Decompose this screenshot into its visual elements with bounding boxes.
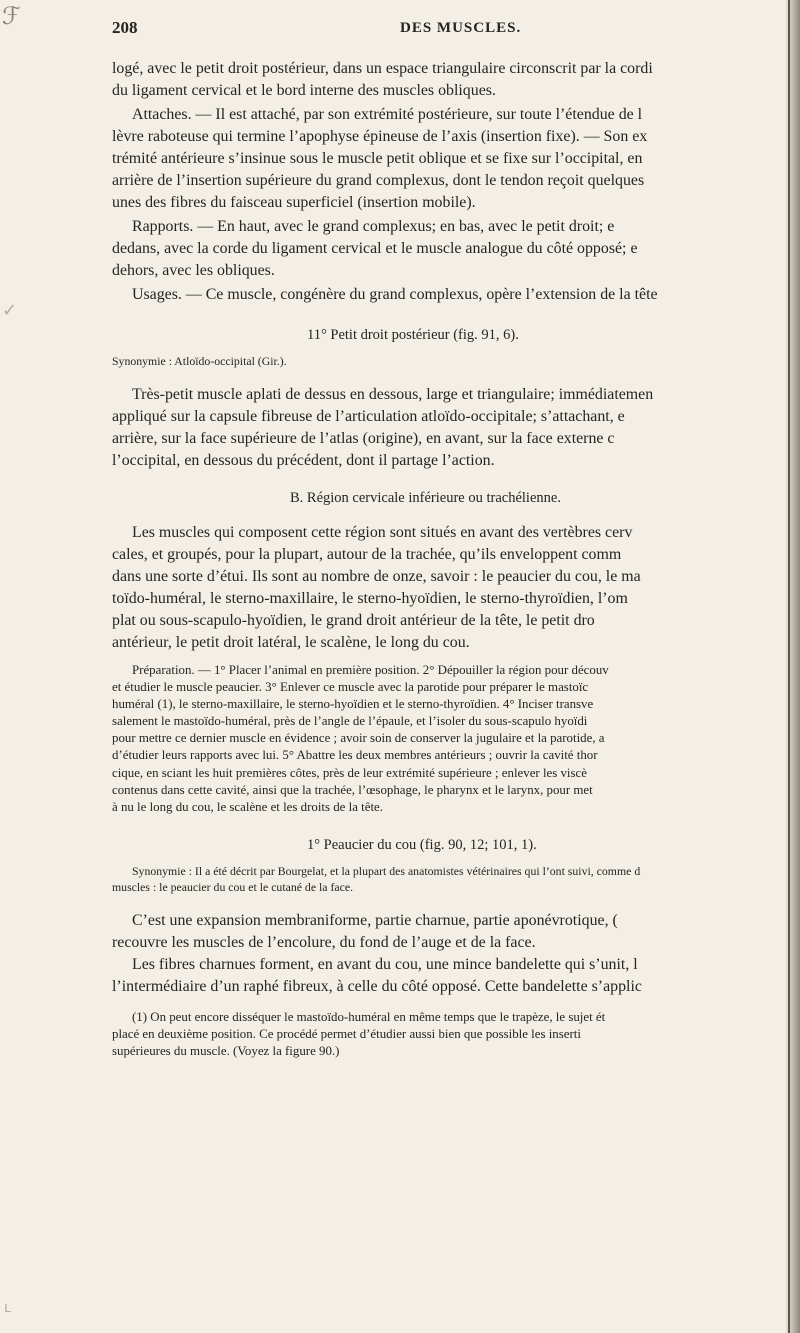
page-number: 208 xyxy=(112,18,138,37)
text-line: Usages. — Ce muscle, congénère du grand complexus, opère l’extension de la tête xyxy=(132,286,658,303)
text-line: B. Région cervicale inférieure ou trachélienne. xyxy=(290,490,561,506)
paragraph xyxy=(112,910,784,998)
section-heading xyxy=(112,488,784,508)
margin-mark: ✓ xyxy=(2,300,18,321)
text-line: dehors, avec les obliques. xyxy=(112,262,275,279)
footnote xyxy=(112,1009,784,1060)
text-line: huméral (1), le sterno-maxillaire, le sterno-hyoïdien et le sterno-thyroïdien. 4° Inciser transve xyxy=(112,697,594,712)
text-line: et étudier le muscle peaucier. 3° Enlever ce muscle avec la parotide pour préparer le mastoïc xyxy=(112,680,589,695)
text-line: placé en deuxième position. Ce procédé permet d’étudier aussi bien que possible les inserti xyxy=(112,1026,581,1041)
preparation-note xyxy=(112,662,784,816)
paragraph-attaches xyxy=(112,104,784,214)
page-header xyxy=(112,18,772,44)
paragraph xyxy=(112,522,784,654)
text-line: l’occipital, en dessous du précédent, dont il partage l’action. xyxy=(112,452,495,469)
page-body xyxy=(112,58,784,1328)
section-title xyxy=(112,835,784,855)
text-line: 11° Petit droit postérieur (fig. 91, 6). xyxy=(307,327,519,343)
text-line: Très-petit muscle aplati de dessus en dessous, large et triangulaire; immédiatemen xyxy=(132,386,654,403)
margin-mark-bottom: ʟ xyxy=(4,1300,12,1316)
text-line: Rapports. — En haut, avec le grand complexus; en bas, avec le petit droit; e xyxy=(132,218,615,235)
text-line: C’est une expansion membraniforme, partie charnue, partie aponévrotique, ( xyxy=(132,911,618,929)
text-line: arrière, sur la face supérieure de l’atlas (origine), en avant, sur la face externe c xyxy=(112,430,615,447)
text-line: Les muscles qui composent cette région sont situés en avant des vertèbres cerv xyxy=(132,524,633,541)
paragraph xyxy=(112,58,784,102)
text-line: dans une sorte d’étui. Ils sont au nombre de onze, savoir : le peaucier du cou, le ma xyxy=(112,568,641,585)
text-line: Synonymie : Il a été décrit par Bourgelat, et la plupart des anatomistes vétérinaires qui l’ont suivi, comme d xyxy=(132,863,641,878)
text-line: Les fibres charnues forment, en avant du cou, une mince bandelette qui s’unit, l xyxy=(132,955,638,973)
synonymy-line xyxy=(112,353,784,369)
text-line: pour mettre ce dernier muscle en évidence ; avoir soin de conserver la jugulaire et la parotide, a xyxy=(112,731,605,746)
text-line: 1° Peaucier du cou (fig. 90, 12; 101, 1). xyxy=(307,836,537,853)
text-line: Attaches. — Il est attaché, par son extrémité postérieure, sur toute l’étendue de l xyxy=(132,106,643,123)
synonymy-line xyxy=(112,863,784,895)
text-line: d’étudier leurs rapports avec lui. 5° Abattre les deux membres antérieurs ; ouvrir la cavité thor xyxy=(112,748,598,763)
running-title: DES MUSCLES. xyxy=(400,20,522,36)
section-title xyxy=(112,325,784,345)
text-line: cique, en sciant les huit premières côtes, près de leur extrémité supérieure ; enlever les viscè xyxy=(112,765,587,780)
text-line: antérieur, le petit droit latéral, le scalène, le long du cou. xyxy=(112,634,470,651)
text-line: (1) On peut encore disséquer le mastoïdo-huméral en même temps que le trapèze, le sujet ét xyxy=(132,1009,606,1024)
text-line: recouvre les muscles de l’encolure, du fond de l’auge et de la face. xyxy=(112,933,536,951)
text-line: logé, avec le petit droit postérieur, dans un espace triangulaire circonscrit par la cordi xyxy=(112,60,653,77)
gutter-line xyxy=(788,0,790,1333)
paragraph xyxy=(112,384,784,472)
text-line: lèvre raboteuse qui termine l’apophyse épineuse de l’axis (insertion fixe). — Son ex xyxy=(112,128,648,145)
text-line: salement le mastoïdo-huméral, près de l’angle de l’épaule, et l’isoler du sous-scapulo hyoïdi xyxy=(112,714,588,729)
text-line: Préparation. — 1° Placer l’animal en première position. 2° Dépouiller la région pour découv xyxy=(132,663,609,677)
text-line: Synonymie : Atloïdo-occipital (Gir.). xyxy=(112,354,287,368)
text-line: arrière de l’insertion supérieure du grand complexus, dont le tendon reçoit quelques xyxy=(112,172,645,189)
paragraph-rapports xyxy=(112,216,784,282)
text-line: appliqué sur la capsule fibreuse de l’articulation atloïdo-occipitale; s’attachant, e xyxy=(112,408,625,425)
text-line: du ligament cervical et le bord interne des muscles obliques. xyxy=(112,82,496,99)
text-line: unes des fibres du faisceau superficiel (insertion mobile). xyxy=(112,194,476,211)
text-line: cales, et groupés, pour la plupart, autour de la trachée, qu’ils enveloppent comm xyxy=(112,546,622,563)
corner-mark: ℱ xyxy=(2,2,21,30)
text-line: trémité antérieure s’insinue sous le muscle petit oblique et se fixe sur l’occipital, en xyxy=(112,150,643,167)
text-line: plat ou sous-scapulo-hyoïdien, le grand droit antérieur de la tête, le petit dro xyxy=(112,612,595,629)
text-line: l’intermédiaire d’un raphé fibreux, à celle du côté opposé. Cette bandelette s’applic xyxy=(112,977,642,995)
text-line: muscles : le peaucier du cou et le cutané de la face. xyxy=(112,879,354,894)
text-line: dedans, avec la corde du ligament cervical et le muscle analogue du côté opposé; e xyxy=(112,240,638,257)
paragraph-usages xyxy=(112,284,784,306)
text-line: à nu le long du cou, le scalène et les droits de la tête. xyxy=(112,799,383,814)
text-line: contenus dans cette cavité, ainsi que la trachée, l’œsophage, le pharynx et le larynx, pour met xyxy=(112,782,593,797)
text-line: toïdo-huméral, le sterno-maxillaire, le sterno-hyoïdien, le sterno-thyroïdien, l’om xyxy=(112,590,628,607)
text-line: supérieures du muscle. (Voyez la figure 90.) xyxy=(112,1043,340,1058)
